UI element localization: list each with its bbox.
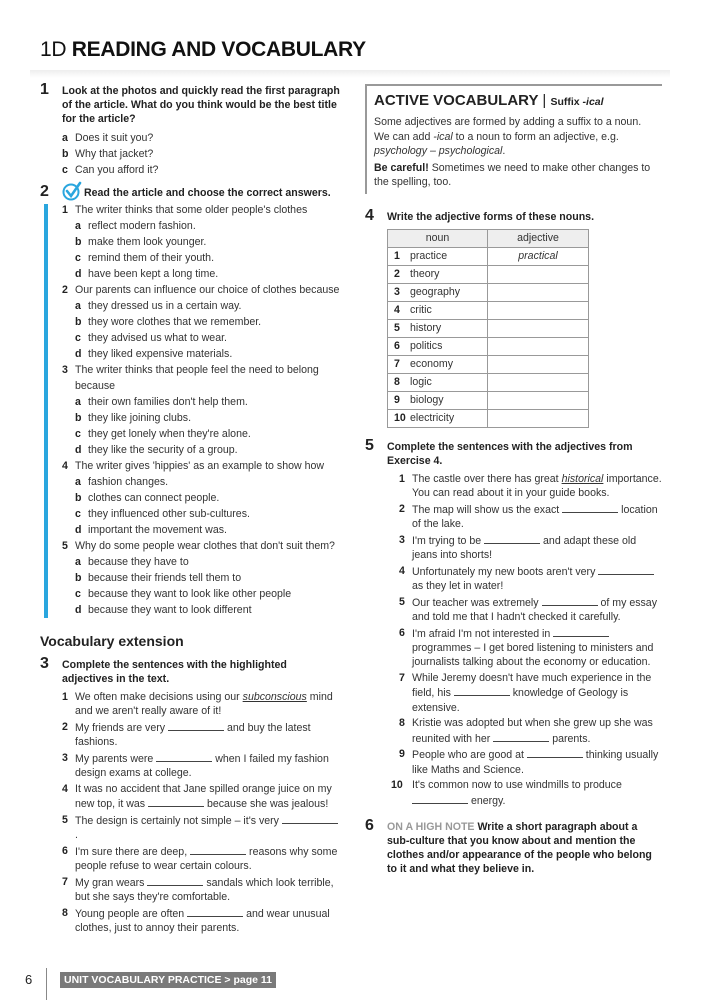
answer-option[interactable] xyxy=(75,394,340,410)
example-answer: subconscious xyxy=(242,691,307,703)
option-text: their own families don't help them. xyxy=(88,396,248,408)
answer-option[interactable] xyxy=(75,234,340,250)
sentence-list xyxy=(387,472,662,809)
question-list xyxy=(62,202,340,618)
item-number: 10 xyxy=(391,779,403,792)
item-number: 7 xyxy=(399,671,405,684)
item-number: 6 xyxy=(62,845,68,857)
question-body xyxy=(75,282,340,362)
answer-blank[interactable] xyxy=(168,720,224,731)
answer-blank[interactable] xyxy=(282,813,338,824)
exercise-2 xyxy=(40,183,340,618)
option-letter: b xyxy=(75,412,82,424)
adjective-cell[interactable] xyxy=(488,355,589,373)
section-heading: Vocabulary extension xyxy=(40,633,184,649)
option-text: remind them of their youth. xyxy=(88,252,215,264)
question-number: 1 xyxy=(62,204,68,216)
row-number: 7 xyxy=(394,358,400,370)
option-letter: b xyxy=(62,148,69,160)
option-letter: a xyxy=(62,132,68,144)
answer-blank[interactable] xyxy=(562,502,618,513)
option[interactable] xyxy=(62,162,340,178)
left-column xyxy=(40,81,340,937)
answer-option[interactable] xyxy=(75,490,340,506)
sentence-item xyxy=(62,690,340,719)
option-text: they get lonely when they're alone. xyxy=(88,428,251,440)
option-letter: c xyxy=(75,332,81,344)
answer-blank[interactable] xyxy=(553,626,609,637)
item-number: 1 xyxy=(62,691,68,703)
option-list xyxy=(62,130,340,178)
page-title: 1D READING AND VOCABULARY xyxy=(40,38,366,61)
sentence-end: because she was jealous! xyxy=(204,798,329,811)
option-text: have been kept a long time. xyxy=(88,268,219,280)
option-letter: b xyxy=(75,572,82,584)
answer-option[interactable] xyxy=(75,570,340,586)
exercise-6 xyxy=(365,817,662,876)
table-row xyxy=(388,247,589,265)
option-letter: a xyxy=(75,396,81,408)
option-text: Why that jacket? xyxy=(75,148,154,160)
table-row xyxy=(388,301,589,319)
option-text: important the movement was. xyxy=(88,524,227,536)
exercise-instruction: Write the adjective forms of these nouns. xyxy=(387,210,595,223)
row-number: 3 xyxy=(394,286,400,298)
sentence-end: of my essay and told me that I hadn't checked it carefully. xyxy=(412,596,657,623)
noun-adjective-table xyxy=(387,229,589,428)
row-number: 2 xyxy=(394,268,400,280)
sentence-start: My gran wears xyxy=(75,877,148,889)
noun-cell xyxy=(388,409,488,427)
answer-option[interactable] xyxy=(75,410,340,426)
exercise-number: 5 xyxy=(365,436,374,454)
answer-option[interactable] xyxy=(75,522,340,538)
table-row xyxy=(388,409,589,427)
answer-blank[interactable] xyxy=(148,796,204,807)
exercise-instruction: Complete the sentences with the highlighted adjectives in the text. xyxy=(62,659,287,685)
noun: logic xyxy=(410,376,432,388)
answer-option[interactable] xyxy=(75,330,340,346)
noun: history xyxy=(410,322,442,334)
answer-blank[interactable] xyxy=(412,793,468,804)
option-letter: a xyxy=(75,220,81,232)
answer-option[interactable] xyxy=(75,554,340,570)
sentence-item xyxy=(399,502,662,532)
option[interactable] xyxy=(62,146,340,162)
exercise-number: 4 xyxy=(365,206,374,224)
unit-vocabulary-practice-link[interactable]: UNIT VOCABULARY PRACTICE > page 11 xyxy=(60,972,276,988)
exercise-3 xyxy=(40,655,340,936)
question-body xyxy=(75,538,340,618)
sentence-start: The design is certainly not simple – it's very xyxy=(75,815,282,827)
example-answer: historical xyxy=(561,472,604,485)
noun: geography xyxy=(410,286,461,298)
sentence-end: as they let in water! xyxy=(412,579,504,592)
noun: critic xyxy=(410,304,432,316)
adjective-cell[interactable]: practical xyxy=(488,247,589,265)
page-number: 6 xyxy=(25,972,33,987)
item-number: 2 xyxy=(62,721,68,733)
option-letter: b xyxy=(75,316,82,328)
sentence xyxy=(412,502,662,532)
option-text: they liked expensive materials. xyxy=(88,348,233,360)
sentence-start: Our teacher was extremely xyxy=(412,596,542,609)
exercise-instruction: Complete the sentences with the adjectives from Exercise 4. xyxy=(387,440,633,467)
sentence xyxy=(75,906,340,936)
option-text: they advised us what to wear. xyxy=(88,332,227,344)
sentence-item xyxy=(62,813,340,843)
item-number: 4 xyxy=(399,564,405,577)
active-vocabulary-box xyxy=(365,84,662,194)
item-number: 4 xyxy=(62,783,68,795)
row-number: 1 xyxy=(394,250,400,262)
exercise-instruction: Write a short paragraph about a sub-culture that you know about and mention the clothes and/or appearance of the people who belong to it and what they believe in. xyxy=(387,821,652,876)
sentence-end: programmes – I get bored listening to ministers and journalists talking about the economy or education. xyxy=(412,641,654,669)
answer-blank[interactable] xyxy=(598,564,654,575)
answer-option[interactable] xyxy=(75,266,340,282)
table-row xyxy=(388,373,589,391)
item-number: 8 xyxy=(399,717,405,730)
adjective-cell[interactable] xyxy=(488,301,589,319)
sentence xyxy=(412,747,662,777)
exercise-instruction: Look at the photos and quickly read the first paragraph of the article. What do you think would be the best title for the article? xyxy=(62,85,340,125)
sentence xyxy=(412,716,662,746)
table-row xyxy=(388,265,589,283)
sentence-item xyxy=(62,751,340,781)
sentence-item xyxy=(399,671,662,715)
noun: electricity xyxy=(410,412,455,424)
option-letter: c xyxy=(75,428,81,440)
item-number: 6 xyxy=(399,626,405,639)
question xyxy=(62,202,340,282)
sentence-start: We often make decisions using our xyxy=(75,691,243,703)
noun: biology xyxy=(410,394,444,406)
sentence xyxy=(75,875,340,905)
item-number: 3 xyxy=(399,533,405,546)
option-letter: d xyxy=(75,444,82,456)
question-number: 4 xyxy=(62,460,68,472)
question-number: 5 xyxy=(62,540,68,552)
adjective-cell[interactable] xyxy=(488,265,589,283)
noun-cell xyxy=(388,283,488,301)
sentence-item xyxy=(391,778,662,808)
exercise-1 xyxy=(40,81,340,178)
question-text: Our parents can influence our choice of clothes because xyxy=(75,284,340,296)
option-letter: c xyxy=(75,252,81,264)
footer-divider xyxy=(46,968,47,1000)
question-number: 2 xyxy=(62,284,68,296)
answer-option[interactable] xyxy=(75,602,340,618)
sentence-end: reasons why some people refuse to wear certain colours. xyxy=(75,846,338,873)
option-letter: c xyxy=(75,588,81,600)
sentence xyxy=(412,778,662,808)
sentence-item xyxy=(62,720,340,750)
sentence-end: importance. You can read about it in your guide books. xyxy=(412,472,662,499)
option-letter: d xyxy=(75,268,82,280)
active-vocabulary-title: ACTIVE VOCABULARY | Suffix -ical xyxy=(374,92,604,109)
sentence-list xyxy=(62,690,340,936)
adjective-cell[interactable] xyxy=(488,373,589,391)
option-text: fashion changes. xyxy=(88,476,169,488)
option-text: because they want to look like other people xyxy=(88,588,292,600)
noun-cell xyxy=(388,319,488,337)
noun-cell xyxy=(388,373,488,391)
row-number: 10 xyxy=(394,412,406,424)
sentence-end: knowledge of Geology is extensive. xyxy=(412,687,629,714)
item-number: 3 xyxy=(62,752,68,764)
question xyxy=(62,458,340,538)
option-letter: a xyxy=(75,300,81,312)
option-text: they influenced other sub-cultures. xyxy=(88,508,250,520)
answer-option[interactable] xyxy=(75,298,340,314)
sentence-end: parents. xyxy=(549,732,591,745)
option[interactable] xyxy=(62,130,340,146)
answer-blank[interactable] xyxy=(147,875,203,886)
sentence-end: and wear unusual clothes, just to annoy their parents. xyxy=(75,908,330,935)
option-text: they like joining clubs. xyxy=(88,412,192,424)
sentence-start: While Jeremy doesn't have much experience in the field, his xyxy=(412,671,652,700)
noun: theory xyxy=(410,268,440,280)
table-row xyxy=(388,319,589,337)
adjective-cell[interactable] xyxy=(488,319,589,337)
sentence-end: and buy the latest fashions. xyxy=(75,722,311,749)
answer-blank[interactable] xyxy=(542,595,598,606)
answer-blank[interactable] xyxy=(190,844,246,855)
sentence xyxy=(412,564,662,594)
option-text: clothes can connect people. xyxy=(88,492,220,504)
question-body xyxy=(75,202,340,282)
option-text: they wore clothes that we remember. xyxy=(88,316,262,328)
noun-cell xyxy=(388,265,488,283)
question-text: Why do some people wear clothes that don't suit them? xyxy=(75,540,335,552)
option-letter: c xyxy=(62,164,68,176)
item-number: 7 xyxy=(62,876,68,888)
option-text: because their friends tell them to xyxy=(88,572,242,584)
noun: politics xyxy=(410,340,443,352)
sentence xyxy=(412,533,662,563)
sentence-item xyxy=(399,472,662,501)
on-a-high-note-label: ON A HIGH NOTE xyxy=(387,821,475,834)
option-text: Does it suit you? xyxy=(75,132,154,144)
item-number: 1 xyxy=(399,472,405,485)
sentence-start: It's common now to use windmills to produce xyxy=(412,779,622,792)
option-letter: d xyxy=(75,524,82,536)
sentence-start: I'm sure there are deep, xyxy=(75,846,191,858)
sentence xyxy=(412,472,662,501)
exercise-number: 3 xyxy=(40,655,49,672)
table-row xyxy=(388,283,589,301)
answer-blank[interactable] xyxy=(527,747,583,758)
sentence-end: location of the lake. xyxy=(412,503,658,530)
option-text: they dressed us in a certain way. xyxy=(88,300,242,312)
question xyxy=(62,362,340,458)
exercise-4 xyxy=(365,206,662,428)
answer-blank[interactable] xyxy=(187,906,243,917)
exercise-number: 6 xyxy=(365,817,374,835)
item-number: 8 xyxy=(62,907,68,919)
answer-option[interactable] xyxy=(75,314,340,330)
answer-blank[interactable] xyxy=(484,533,540,544)
sentence-item xyxy=(62,906,340,936)
question-text: The writer thinks that some older people's clothes xyxy=(75,204,308,216)
option-text: make them look younger. xyxy=(88,236,207,248)
item-number: 9 xyxy=(399,748,405,761)
sentence-item xyxy=(62,844,340,874)
question-body xyxy=(75,458,340,538)
sentence xyxy=(75,844,340,874)
noun-cell xyxy=(388,301,488,319)
option-letter: a xyxy=(75,476,81,488)
table-header: noun adjective xyxy=(388,229,589,247)
answer-option[interactable] xyxy=(75,346,340,362)
answer-option[interactable] xyxy=(75,442,340,458)
sentence-end: when I failed my fashion design exams at college. xyxy=(75,753,329,780)
sentence-start: My friends are very xyxy=(75,722,169,734)
answer-blank[interactable] xyxy=(454,685,510,696)
option-letter: b xyxy=(75,492,82,504)
sentence-start: Kristie was adopted but when she grew up she was reunited with her xyxy=(412,717,653,745)
sentence-item xyxy=(399,626,662,670)
option-text: Can you afford it? xyxy=(75,164,159,176)
sentence-start: Young people are often xyxy=(75,908,188,920)
adjective-cell[interactable] xyxy=(488,409,589,427)
row-number: 8 xyxy=(394,376,400,388)
table-row xyxy=(388,337,589,355)
row-number: 5 xyxy=(394,322,400,334)
option-text: because they have to xyxy=(88,556,189,568)
sentence-start: Unfortunately my new boots aren't very xyxy=(412,565,599,578)
sentence-item xyxy=(399,747,662,777)
sentence xyxy=(412,626,662,670)
row-number: 6 xyxy=(394,340,400,352)
sentence-start: The map will show us the exact xyxy=(412,503,563,516)
sentence-item xyxy=(399,564,662,594)
question-number: 3 xyxy=(62,364,68,376)
answer-option[interactable] xyxy=(75,474,340,490)
answer-option[interactable] xyxy=(75,586,340,602)
answer-option[interactable] xyxy=(75,426,340,442)
option-text: because they want to look different xyxy=(88,604,252,616)
question-text: The writer gives 'hippies' as an example to show how xyxy=(75,460,324,472)
answer-option[interactable] xyxy=(75,218,340,234)
sentence xyxy=(412,595,662,625)
exercise-number: 1 xyxy=(40,81,49,98)
answer-blank[interactable] xyxy=(156,751,212,762)
noun-cell xyxy=(388,337,488,355)
sentence-item xyxy=(399,595,662,625)
option-text: reflect modern fashion. xyxy=(88,220,196,232)
sentence-item xyxy=(62,782,340,812)
sentence xyxy=(75,751,340,781)
sentence-end: mind and we aren't really aware of it! xyxy=(75,691,333,718)
sentence-item xyxy=(62,875,340,905)
option-letter: b xyxy=(75,236,82,248)
sentence-start: It was no accident that Jane spilled orange juice on my new top, it was xyxy=(75,783,332,811)
row-number: 4 xyxy=(394,304,400,316)
sentence-start: I'm afraid I'm not interested in xyxy=(412,627,554,640)
question xyxy=(62,538,340,618)
sentence-end: sandals which look terrible, but she says they're comfortable. xyxy=(75,877,334,904)
noun-cell xyxy=(388,247,488,265)
item-number: 5 xyxy=(399,595,405,608)
item-number: 5 xyxy=(62,814,68,826)
answer-option[interactable] xyxy=(75,506,340,522)
noun-cell xyxy=(388,391,488,409)
sentence xyxy=(75,690,340,719)
sentence-end: energy. xyxy=(468,794,506,807)
sentence-end: and adapt these old jeans into shorts! xyxy=(412,534,637,561)
sentence xyxy=(75,720,340,750)
sentence-end: . xyxy=(75,829,78,842)
sentence xyxy=(75,813,340,843)
sentence-start: People who are good at xyxy=(412,749,527,762)
row-number: 9 xyxy=(394,394,400,406)
title-divider xyxy=(30,70,670,78)
answer-option[interactable] xyxy=(75,250,340,266)
sentence-item xyxy=(399,716,662,746)
exercise-instruction: Read the article and choose the correct answers. xyxy=(84,187,331,199)
active-vocabulary-text: Some adjectives are formed by adding a suffix to a noun. We can add -ical to a noun to form an adjective, e.g. psychology – psychological. Be careful! Sometimes we need to make other changes to the spelling, too. xyxy=(374,116,651,188)
noun-cell xyxy=(388,355,488,373)
right-column xyxy=(365,84,662,876)
table-row xyxy=(388,355,589,373)
noun: economy xyxy=(410,358,453,370)
exercise-number: 2 xyxy=(40,183,49,200)
adjective-cell[interactable] xyxy=(488,283,589,301)
question-body xyxy=(75,362,340,458)
option-letter: c xyxy=(75,508,81,520)
question xyxy=(62,282,340,362)
sentence xyxy=(75,782,340,812)
sentence-item xyxy=(399,533,662,563)
exercise-5 xyxy=(365,436,662,809)
adjective-cell[interactable] xyxy=(488,337,589,355)
sentence-start: The castle over there has great xyxy=(412,472,562,485)
sentence-end: thinking usually like Maths and Science. xyxy=(412,749,659,776)
item-number: 2 xyxy=(399,502,405,515)
sentence-start: My parents were xyxy=(75,753,157,765)
sentence-start: I'm trying to be xyxy=(412,534,485,547)
option-text: they like the security of a group. xyxy=(88,444,238,456)
check-circle-icon xyxy=(62,181,82,204)
question-text: The writer thinks that people feel the need to belong because xyxy=(75,364,319,392)
option-letter: d xyxy=(75,604,82,616)
option-letter: a xyxy=(75,556,81,568)
answer-blank[interactable] xyxy=(493,731,549,742)
adjective-cell[interactable] xyxy=(488,391,589,409)
noun: practice xyxy=(410,250,448,262)
sentence xyxy=(412,671,662,715)
option-letter: d xyxy=(75,348,82,360)
table-row xyxy=(388,391,589,409)
